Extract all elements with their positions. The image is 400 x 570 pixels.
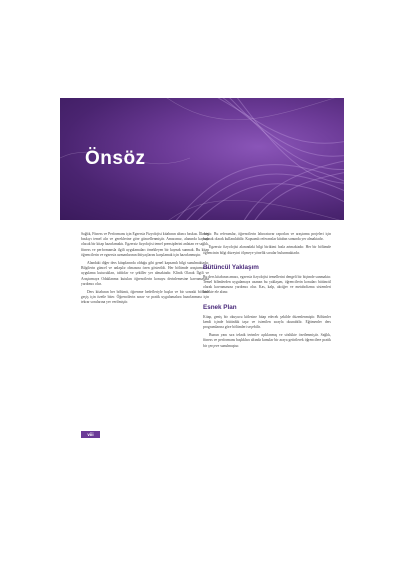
paragraph: Sağlık, Fitness ve Performans için Egzersiz Fizyolojisi kitabının altıncı baskısı. İlk beş baskıyı temel alır ve gereklerine göre güncellenmiştir. Amacımız, alanında kaynak olacak bir kitap hazırlamaktı. Egzersiz fizyolojisi temel prensiplerini anlatan ve sağlık, fitness ve performansla ilgili uygulamaları örnekleyen bir kaynak sunmak. Bu kitap öğrencilerin ve egzersiz uzmanlarının ihtiyaçlarını karşılamak için hazırlanmıştır. <box>81 232 209 257</box>
paragraph: Alandaki diğer ders kitaplarında olduğu gibi genel kapsamlı bilgi sunulmaktadır. Bilgilerin güncel ve anlaşılır olmasına özen gösterildi. Her bölümde araştırma ve uygulama kutucukları, tablolar ve şekiller yer almaktadır. Klinik Olarak İlgili ve Araştırmaya Odaklanma kutuları öğrencilerin konuyu derinlemesine kavramasına yardımcı olur. <box>81 261 209 286</box>
section-heading-flexible: Esnek Plan <box>203 303 237 311</box>
paragraph: Bu ders kitabının amacı, egzersiz fizyolojisi temellerini dengeli bir biçimde sunmaktır. Temel bilimlerden uygulamaya uzanan bu yaklaşım, öğrencilerin konuları bütüncül olarak kavramasına yardımcı olur. Kas, kalp, akciğer ve metabolizma sistemleri birlikte ele alınır. <box>203 274 331 295</box>
page-title: Önsöz <box>85 148 146 169</box>
paragraph: Kitap, geniş bir okuyucu kitlesine hitap edecek şekilde düzenlenmiştir. Bölümler kendi içinde bütünlük taşır ve istenilen sırayla okunabilir. Eğitmenler ders programlarına göre bölümleri seçebilir. <box>203 314 331 330</box>
left-column <box>81 232 209 309</box>
paragraph: Egzersiz fizyolojisi alanındaki bilgi birikimi hızla artmaktadır. Her bir bölümde öğrencinin bilgi düzeyini ölçmeye yönelik sorular bulunmaktadır. <box>203 245 331 255</box>
paragraph: miştir. Bu referanslar, öğrencilerin laboratuvar raporları ve araştırma projeleri için kaynak olarak kullanılabilir. Kapsamlı referanslar kitabın sonunda yer almaktadır. <box>203 232 331 242</box>
paragraph: Ders kitabının her bölümü, öğrenme hedefleriyle başlar ve bir sonraki bölüme geçiş için özetle biter. Öğrencilerin sınav ve pratik uygulamalara hazırlanması için tekrar sorularına yer verilmiştir. <box>81 290 209 305</box>
right-column <box>203 232 331 352</box>
paragraph: Bunun yanı sıra teknik terimler açıklanmış ve sözlükte özetlenmiştir. Sağlık, fitness ve performans başlıkları altında konular bir araya getirilerek öğrencilere pratik bir çerçeve sunulmuştur. <box>203 333 331 348</box>
section-heading-holistic: Bütüncül Yaklaşım <box>203 263 259 271</box>
page-number-badge: viii <box>81 431 100 438</box>
